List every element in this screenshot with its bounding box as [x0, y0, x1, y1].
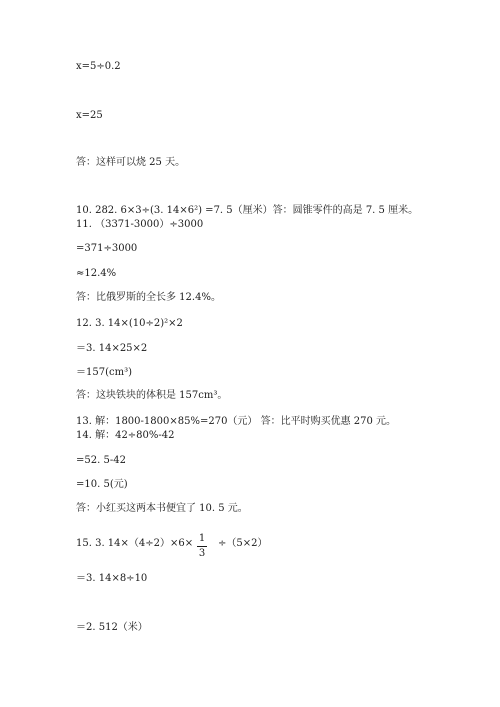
line-10: ＝3. 14×25×2 [76, 343, 148, 354]
line-6: =371÷3000 [76, 243, 138, 254]
line-18-tail: ÷（5×2） [218, 538, 268, 549]
line-3: 答：这样可以烧 25 天。 [76, 157, 186, 168]
fraction-bar [197, 546, 207, 547]
line-7: ≈12.4% [76, 268, 117, 279]
line-2: x=25 [76, 110, 103, 121]
fraction-denominator: 3 [198, 548, 206, 559]
line-11: ＝157(cm³) [76, 367, 132, 378]
fraction-numerator: 1 [198, 533, 206, 544]
line-1: x=5÷0.2 [76, 61, 121, 72]
line-13: 13. 解：1800-1800×85%=270（元） 答：比平时购买优惠 270 元。 [76, 416, 397, 427]
line-14: 14. 解：42÷80%-42 [76, 430, 175, 441]
line-12: 答：这块铁块的体积是 157cm³。 [76, 390, 228, 401]
line-18: 15. 3. 14×（4÷2）×6× [76, 538, 194, 549]
line-20: ＝2. 512（米） [76, 622, 148, 633]
line-5: 11. （3371-3000）÷3000 [76, 219, 204, 230]
fraction [196, 533, 208, 560]
line-19: ＝3. 14×8÷10 [76, 573, 148, 584]
line-16: =10. 5(元) [76, 479, 128, 490]
line-15: =52. 5-42 [76, 455, 126, 466]
line-9: 12. 3. 14×(10÷2)²×2 [76, 318, 183, 329]
line-4: 10. 282. 6×3÷(3. 14×6²) =7. 5（厘米）答：圆锥零件的高是 7. 5 厘米。 [76, 205, 419, 216]
line-8: 答：比俄罗斯的全长多 12.4%。 [76, 292, 221, 303]
line-17: 答：小红买这两本书便宜了 10. 5 元。 [76, 503, 248, 514]
